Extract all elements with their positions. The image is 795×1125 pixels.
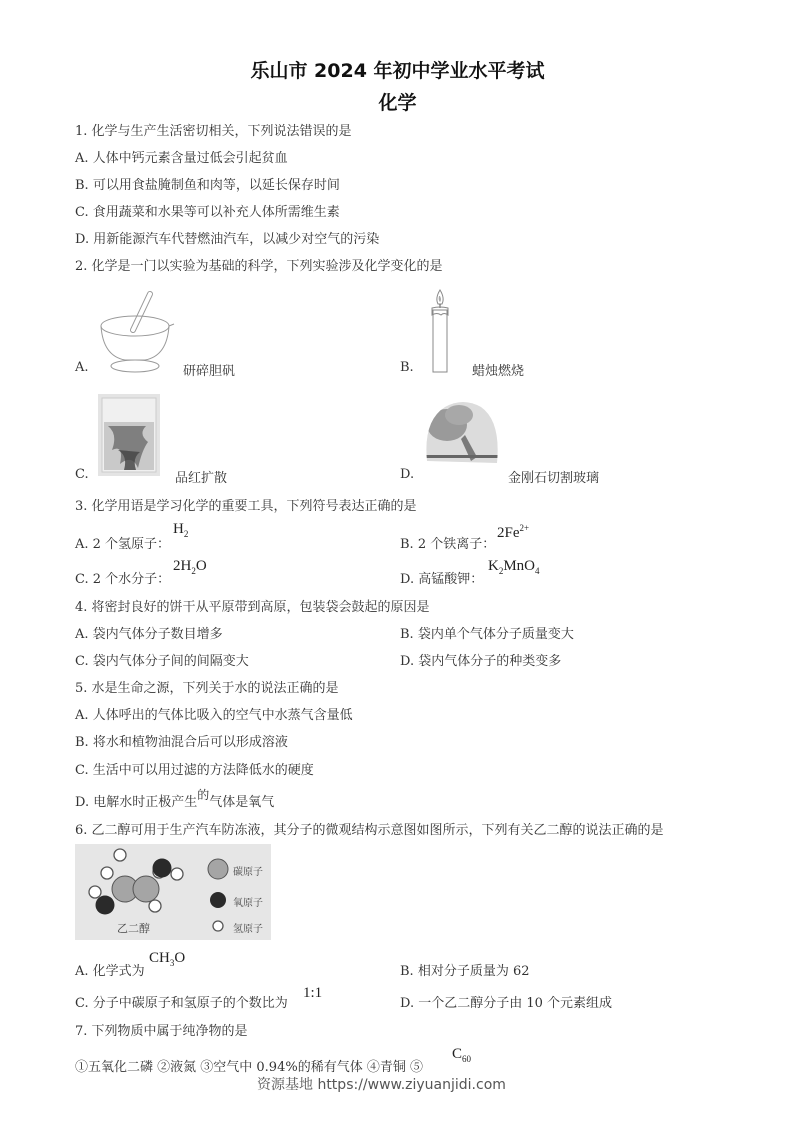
question-2-option-c-caption: 品红扩散 (175, 471, 228, 486)
question-3-option-d-label: D. 高锰酸钾： (400, 572, 484, 587)
exam-subject: 化学 (378, 92, 417, 114)
question-3-option-b-label: B. 2 个铁离子： (400, 537, 496, 552)
question-1-option-b: B. 可以用食盐腌制鱼和肉等，以延长保存时间 (75, 178, 340, 193)
question-3-option-b-formula: $2Fe^{2+}$ (497, 523, 530, 541)
question-4-option-a: A. 袋内气体分子数目增多 (75, 627, 223, 642)
ethylene-glycol-molecule-figure (75, 844, 271, 940)
question-1-option-d: D. 用新能源汽车代替燃油汽车，以减少对空气的污染 (75, 232, 380, 247)
question-3-stem: 3. 化学用语是学习化学的重要工具，下列符号表达正确的是 (75, 499, 417, 514)
question-5-option-d (75, 788, 275, 810)
beaker-diffusion-image (98, 394, 160, 476)
question-4-option-b: B. 袋内单个气体分子质量变大 (400, 627, 574, 642)
molecule-name-label: 乙二醇 (117, 922, 150, 935)
question-2-option-a-caption: 研碎胆矾 (183, 364, 236, 379)
question-6-option-c-label: C. 分子中碳原子和氢原子的个数比为 (75, 996, 288, 1011)
question-6-option-a-label: A. 化学式为 (75, 964, 145, 979)
question-2-option-d-letter: D. (400, 467, 415, 482)
legend-oxygen-atom: 氧原子 (233, 898, 263, 909)
question-4-option-c: C. 袋内气体分子间的间隔变大 (75, 654, 249, 669)
question-3-option-a-formula: $H_2$ (173, 521, 189, 539)
legend-hydrogen-atom: 氢原子 (233, 924, 263, 935)
question-5-stem: 5. 水是生命之源，下列关于水的说法正确的是 (75, 681, 339, 696)
question-2-option-a-letter: A. (75, 360, 89, 375)
watermark-link[interactable]: 资源基地 https://www.ziyuanjidi.com (257, 1077, 506, 1093)
option-text: D. 电解水时正极产生 (75, 795, 198, 810)
question-7-item5-formula: $C_{60}$ (452, 1046, 472, 1064)
question-6-option-b: B. 相对分子质量为 62 (400, 964, 530, 979)
question-3-option-d-formula: $K_2MnO_4$ (488, 558, 540, 576)
exam-title: 乐山市 2024 年初中学业水平考试 (250, 60, 545, 82)
question-2-option-b-letter: B. (400, 360, 414, 375)
diamond-cutting-glass-image (425, 401, 500, 477)
question-6-option-c-ratio: 1:1 (303, 985, 323, 1001)
option-text: 气体是氧气 (209, 795, 275, 810)
question-1-option-a: A. 人体中钙元素含量过低会引起贫血 (75, 151, 288, 166)
question-7-items: ①五氧化二磷 ②液氮 ③空气中 0.94%的稀有气体 ④青铜 ⑤ (75, 1060, 423, 1075)
mortar-pestle-image (95, 288, 175, 378)
question-4-stem: 4. 将密封良好的饼干从平原带到高原，包装袋会鼓起的原因是 (75, 600, 430, 615)
candle-image (428, 288, 452, 376)
question-6-option-d: D. 一个乙二醇分子由 10 个元素组成 (400, 996, 613, 1011)
question-5-option-b: B. 将水和植物油混合后可以形成溶液 (75, 735, 288, 750)
question-4-option-d: D. 袋内气体分子的种类变多 (400, 654, 562, 669)
question-2-option-d-caption: 金刚石切割玻璃 (508, 471, 600, 486)
question-6-option-a-formula: $CH_3O$ (149, 950, 186, 968)
question-1-stem: 1. 化学与生产生活密切相关，下列说法错误的是 (75, 124, 352, 139)
question-1-option-c: C. 食用蔬菜和水果等可以补充人体所需维生素 (75, 205, 340, 220)
question-3-option-c-label: C. 2 个水分子： (75, 572, 171, 587)
question-7-stem: 7. 下列物质中属于纯净物的是 (75, 1024, 248, 1039)
question-2-option-b-caption: 蜡烛燃烧 (472, 364, 525, 379)
legend-carbon-atom: 碳原子 (233, 867, 263, 878)
option-text-raised: 的 (197, 788, 210, 802)
question-6-stem: 6. 乙二醇可用于生产汽车防冻液，其分子的微观结构示意图如图所示，下列有关乙二醇的说法正确的是 (75, 823, 664, 838)
question-3-option-c-formula: $2H_2O$ (173, 558, 207, 576)
question-2-stem: 2. 化学是一门以实验为基础的科学，下列实验涉及化学变化的是 (75, 259, 443, 274)
question-3-option-a-label: A. 2 个氢原子： (75, 537, 171, 552)
question-5-option-a: A. 人体呼出的气体比吸入的空气中水蒸气含量低 (75, 708, 353, 723)
question-5-option-c: C. 生活中可以用过滤的方法降低水的硬度 (75, 763, 314, 778)
question-2-option-c-letter: C. (75, 467, 89, 482)
